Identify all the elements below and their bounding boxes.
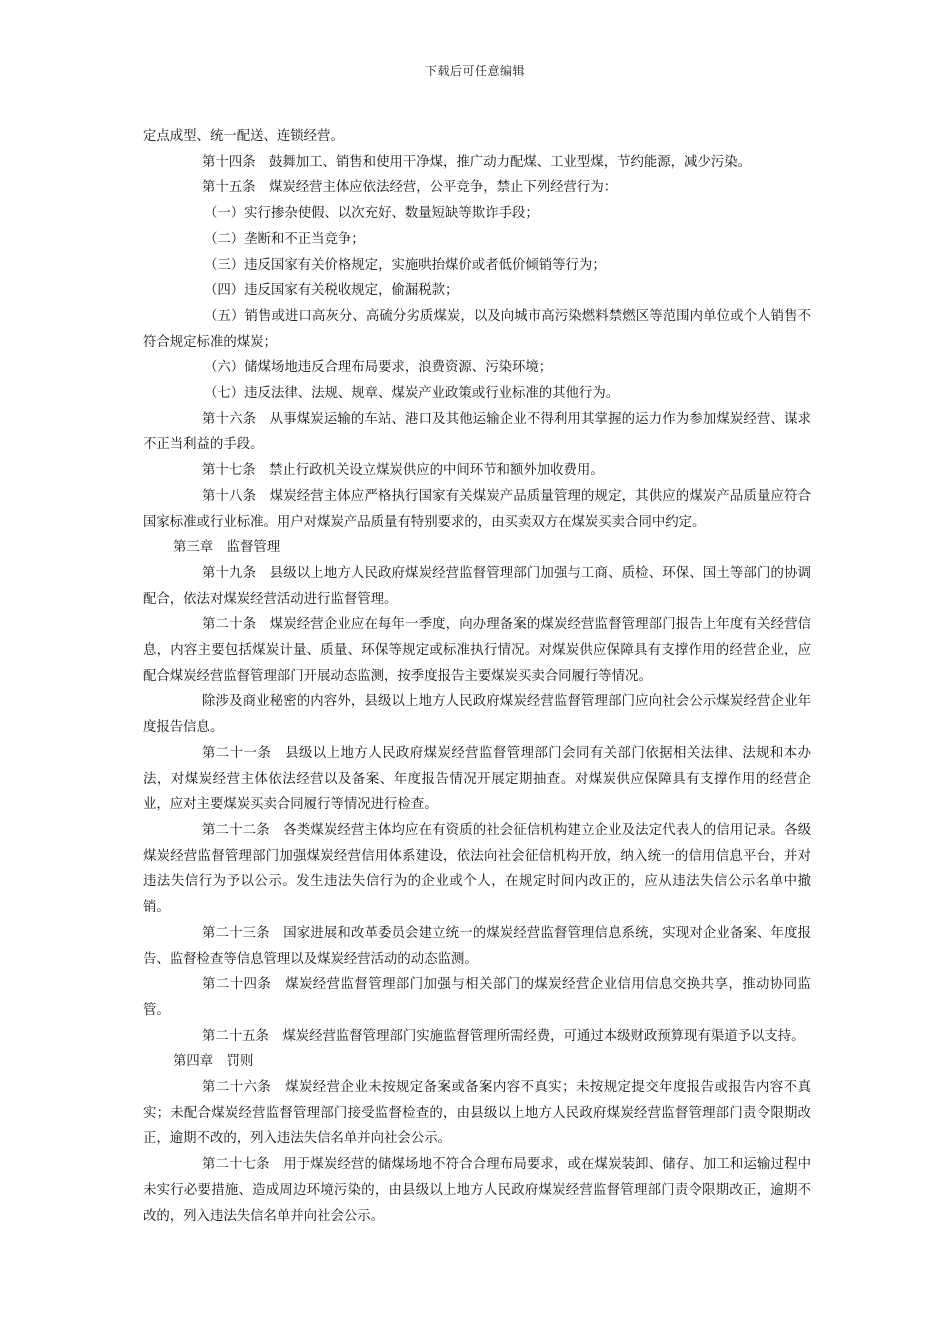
paragraph: 第二十二条 各类煤炭经营主体均应在有资质的社会征信机构建立企业及法定代表人的信用记录。各级煤炭经营监督管理部门加强煤炭经营信用体系建设，依法向社会征信机构开放，纳入统一的信用信息平台，并对违法失信行为予以公示。发生违法失信行为的企业或个人，在规定时间内改正的，应从违法失信公示名单中撤销。 [143,822,811,916]
list-item: （四）违反国家有关税收规定，偷漏税款； [204,283,459,299]
list-item: （六）储煤场地违反合理布局要求，浪费资源、污染环境； [204,360,553,376]
page-header: 下载后可任意编辑 [424,64,525,78]
document-body [143,124,811,1229]
list-item: （五）销售或进口高灰分、高硫分劣质煤炭，以及向城市高污染燃料禁燃区等范围内单位或个人销售不符合规定标准的煤炭； [143,308,811,350]
paragraph: 第二十五条 煤炭经营监督管理部门实施监督管理所需经费，可通过本级财政预算现有渠道予以支持。 [202,1028,805,1044]
paragraph: 除涉及商业秘密的内容外，县级以上地方人民政府煤炭经营监督管理部门应向社会公示煤炭经营企业年度报告信息。 [143,694,811,736]
chapter-heading: 第四章 罚则 [173,1054,254,1070]
paragraph: 定点成型、统一配送、连锁经营。 [143,129,344,144]
paragraph: 第二十条 煤炭经营企业应在每年一季度，向办理备案的煤炭经营监督管理部门报告上年度有关经营信息，内容主要包括煤炭计量、质量、环保等规定或标准执行情况。对煤炭供应保障具有支撑作用的经营企业，应配合煤炭经营监督管理部门开展动态监测，按季度报告主要煤炭买卖合同履行等情况。 [143,617,811,684]
paragraph: 第二十六条 煤炭经营企业未按规定备案或备案内容不真实；未按规定提交年度报告或报告内容不真实；未配合煤炭经营监督管理部门接受监督检查的，由县级以上地方人民政府煤炭经营监督管理部门责令限期改正，逾期不改的，列入违法失信名单并向社会公示。 [143,1080,811,1147]
paragraph: 第十七条 禁止行政机关设立煤炭供应的中间环节和额外加收费用。 [202,463,604,479]
paragraph: 第十四条 鼓舞加工、销售和使用干净煤，推广动力配煤、工业型煤，节约能源，减少污染。 [202,154,752,170]
paragraph: 第二十七条 用于煤炭经营的储煤场地不符合合理布局要求，或在煤炭装卸、储存、加工和运输过程中未实行必要措施、造成周边环境污染的，由县级以上地方人民政府煤炭经营监督管理部门责令限期改正，逾期不改的，列入违法失信名单并向社会公示。 [143,1157,811,1224]
paragraph: 第十八条 煤炭经营主体应严格执行国家有关煤炭产品质量管理的规定，其供应的煤炭产品质量应符合国家标准或行业标准。用户对煤炭产品质量有特别要求的，由买卖双方在煤炭买卖合同中约定。 [143,488,811,530]
list-item: （一）实行掺杂使假、以次充好、数量短缺等欺诈手段； [204,206,539,222]
paragraph: 第二十一条 县级以上地方人民政府煤炭经营监督管理部门会同有关部门依据相关法律、法规和本办法，对煤炭经营主体依法经营以及备案、年度报告情况开展定期抽查。对煤炭供应保障具有支撑作用的经营企业，应对主要煤炭买卖合同履行等情况进行检查。 [143,745,811,813]
list-item: （三）违反国家有关价格规定，实施哄抬煤价或者低价倾销等行为； [204,257,606,273]
chapter-heading: 第三章 监督管理 [173,540,281,556]
paragraph: 第十五条 煤炭经营主体应依法经营，公平竞争，禁止下列经营行为： [202,180,618,196]
paragraph: 第二十三条 国家进展和改革委员会建立统一的煤炭经营监督管理信息系统，实现对企业备案、年度报告、监督检查等信息管理以及煤炭经营活动的动态监测。 [143,925,811,967]
paragraph: 第十九条 县级以上地方人民政府煤炭经营监督管理部门加强与工商、质检、环保、国土等部门的协调配合，依法对煤炭经营活动进行监督管理。 [143,565,811,607]
paragraph: 第二十四条 煤炭经营监督管理部门加强与相关部门的煤炭经营企业信用信息交换共享，推动协同监管。 [143,977,811,1018]
list-item: （二）垄断和不正当竞争； [204,231,365,247]
paragraph: 第十六条 从事煤炭运输的车站、港口及其他运输企业不得利用其掌握的运力作为参加煤炭经营、谋求不正当利益的手段。 [143,411,811,453]
list-item: （七）违反法律、法规、规章、煤炭产业政策或行业标准的其他行为。 [204,386,620,402]
